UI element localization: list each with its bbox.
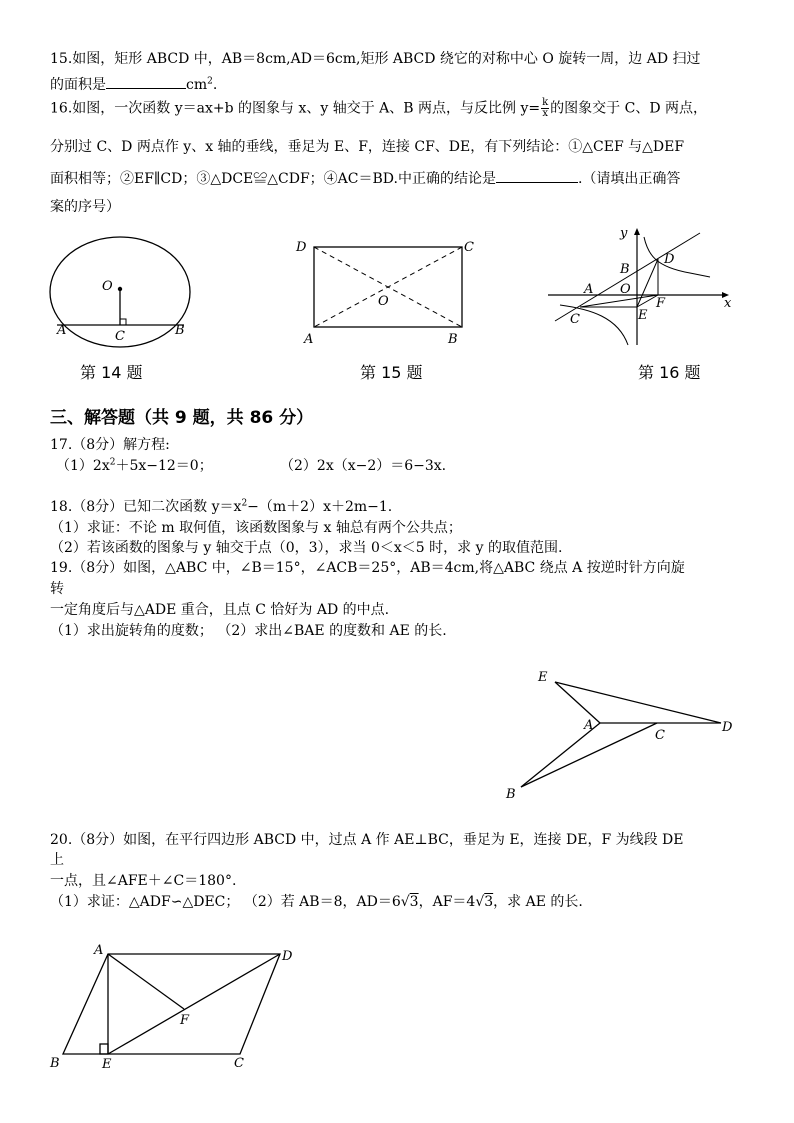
- q20-line4: [50, 893, 583, 911]
- fig16-caption: 第 16 题: [638, 363, 701, 382]
- fig19-label-D: D: [722, 720, 733, 735]
- fig19-segment-ED: [555, 682, 721, 723]
- fig20-right-angle: [100, 1044, 108, 1054]
- fig20-label-D: D: [282, 949, 293, 964]
- fig14-caption: 第 14 题: [80, 363, 143, 382]
- q18-head-exp: 2: [241, 498, 248, 509]
- figure-16: [540, 225, 740, 350]
- q20-radicand-2: 3: [484, 894, 494, 910]
- q15-answer-blank[interactable]: [106, 75, 186, 89]
- fig16-segment-DE: [637, 259, 658, 307]
- fig15-label-B: B: [448, 332, 458, 347]
- q20-l4c: ，求 AE 的长.: [493, 894, 583, 910]
- fig20-segment-ED: [108, 954, 280, 1054]
- fig20-label-C: C: [234, 1056, 244, 1071]
- q17-part2: （2）2x（x−2）＝6−3x.: [280, 458, 447, 474]
- q16-l1a: 16.如图，一次函数 y＝ax+b 的图象与 x、y 轴交于 A、B 两点，与反比例 y=: [50, 100, 541, 117]
- fig20-label-F: F: [180, 1013, 190, 1028]
- figure-15: [290, 232, 490, 348]
- q17-p1b: ＋5x−12＝0；: [115, 458, 213, 474]
- q15-unit: cm: [186, 77, 208, 93]
- q17-part1: [56, 457, 213, 475]
- fig19-label-B: B: [506, 787, 516, 802]
- q17-head: 17.（8分）解方程:: [50, 437, 170, 453]
- fig19-label-C: C: [655, 728, 665, 743]
- q19-line3: 一定角度后与△ADE 重合，且点 C 恰好为 AD 的中点.: [50, 602, 390, 618]
- fig19-label-E: E: [538, 670, 548, 685]
- q18-head-a: 18.（8分）已知二次函数 y＝x: [50, 499, 242, 515]
- q20-line2: 上: [50, 852, 64, 868]
- q15-text-b: .: [212, 77, 218, 93]
- q18-head-b: −（m＋2）x＋2m−1.: [247, 499, 393, 515]
- fig16-y-arrow: [634, 228, 640, 235]
- q17-p1-exp: 2: [109, 457, 116, 468]
- q20-l4a: （1）求证：△ADF∽△DEC； （2）若 AB＝8，AD＝6: [50, 894, 401, 910]
- fig15-label-D: D: [296, 240, 307, 255]
- q16-line4: 案的序号）: [50, 199, 120, 215]
- q15-line1: 15.如图，矩形 ABCD 中，AB＝8cm,AD＝6cm,矩形 ABCD 绕它的对称中心 O 旋转一周，边 AD 扫过: [50, 51, 701, 67]
- q20-l4b: ，AF＝4: [418, 894, 476, 910]
- fig14-center-dot: [118, 287, 122, 291]
- q16-frac-den: x: [542, 108, 548, 119]
- fig15-label-A: A: [304, 332, 314, 347]
- sqrt-symbol-1: √: [400, 894, 410, 910]
- fig16-label-O: O: [620, 282, 631, 297]
- q19-line2: 转: [50, 581, 64, 597]
- sqrt-symbol-2: √: [475, 894, 485, 910]
- fig15-diagonal-ca: [314, 247, 462, 327]
- q15-line2: [50, 75, 217, 94]
- q16-answer-blank[interactable]: [496, 169, 578, 183]
- q15-unit-exp: 2: [207, 76, 213, 87]
- q16-fraction: [541, 98, 549, 119]
- figure-19: [500, 665, 750, 805]
- fig16-label-x: x: [724, 296, 732, 311]
- fig16-linear-function: [555, 233, 700, 321]
- q19-line4: （1）求出旋转角的度数； （2）求出∠BAE 的度数和 AE 的长.: [50, 623, 447, 639]
- q18-part1: （1）求证：不论 m 取何值，该函数图象与 x 轴总有两个公共点；: [50, 520, 462, 536]
- fig15-label-O: O: [378, 294, 389, 309]
- fig16-label-A: A: [584, 282, 594, 297]
- fig20-label-A: A: [94, 943, 104, 958]
- fig19-label-A: A: [584, 718, 594, 733]
- fig16-label-B: B: [620, 262, 630, 277]
- fig16-label-E: E: [638, 308, 648, 323]
- q16-line1: [50, 98, 707, 119]
- fig20-segment-AF: [108, 954, 184, 1009]
- q16-l1b: 的图象交于 C、D 两点，: [550, 100, 708, 117]
- fig20-label-E: E: [102, 1057, 112, 1072]
- fig14-right-angle: [120, 319, 126, 325]
- section-3-heading: 三、解答题（共 9 题，共 86 分）: [50, 408, 314, 428]
- fig20-label-B: B: [50, 1056, 60, 1071]
- fig15-label-C: C: [464, 240, 474, 255]
- fig15-caption: 第 15 题: [360, 363, 423, 382]
- q18-part2: （2）若该函数的图象与 y 轴交于点（0，3），求当 0＜x＜5 时，求 y 的取值范围.: [50, 540, 563, 556]
- fig16-label-D: D: [664, 252, 675, 267]
- fig16-label-F: F: [656, 296, 666, 311]
- q17-p1a: （1）2x: [56, 458, 110, 474]
- fig16-label-C: C: [570, 312, 580, 327]
- fig14-label-B: B: [175, 323, 185, 338]
- fig16-label-y: y: [620, 226, 628, 241]
- q15-text-a: 的面积是: [50, 77, 106, 93]
- figure-20: [40, 940, 310, 1075]
- fig16-hyperbola-branch-1: [644, 237, 710, 277]
- q16-line3: [50, 169, 680, 188]
- q16-line2: 分别过 C、D 两点作 y、x 轴的垂线，垂足为 E、F，连接 CF、DE，有下列结论：①△CEF 与△DEF: [50, 139, 685, 155]
- q18-head: [50, 498, 392, 516]
- q20-line1: 20.（8分）如图，在平行四边形 ABCD 中，过点 A 作 AE⊥BC，垂足为 E，连接 DE，F 为线段 DE: [50, 832, 684, 848]
- q20-radicand-1: 3: [409, 894, 419, 910]
- q16-l3b: .（请填出正确答: [577, 171, 681, 187]
- q19-line1: 19.（8分）如图，△ABC 中，∠B＝15°，∠ACB＝25°，AB＝4cm,将△ABC 绕点 A 按逆时针方向旋: [50, 560, 685, 576]
- q16-frac-num: k: [542, 97, 549, 108]
- q20-line3: 一点，且∠AFE＋∠C＝180°.: [50, 873, 237, 889]
- fig20-parallelogram: [63, 954, 280, 1054]
- fig14-label-A: A: [57, 323, 67, 338]
- q16-l3: 面积相等；②EF∥CD；③△DCE≌△CDF；④AC＝BD.中正确的结论是: [50, 171, 496, 187]
- figure-14: [45, 228, 205, 348]
- fig14-label-C: C: [115, 329, 125, 344]
- fig14-label-O: O: [102, 279, 113, 294]
